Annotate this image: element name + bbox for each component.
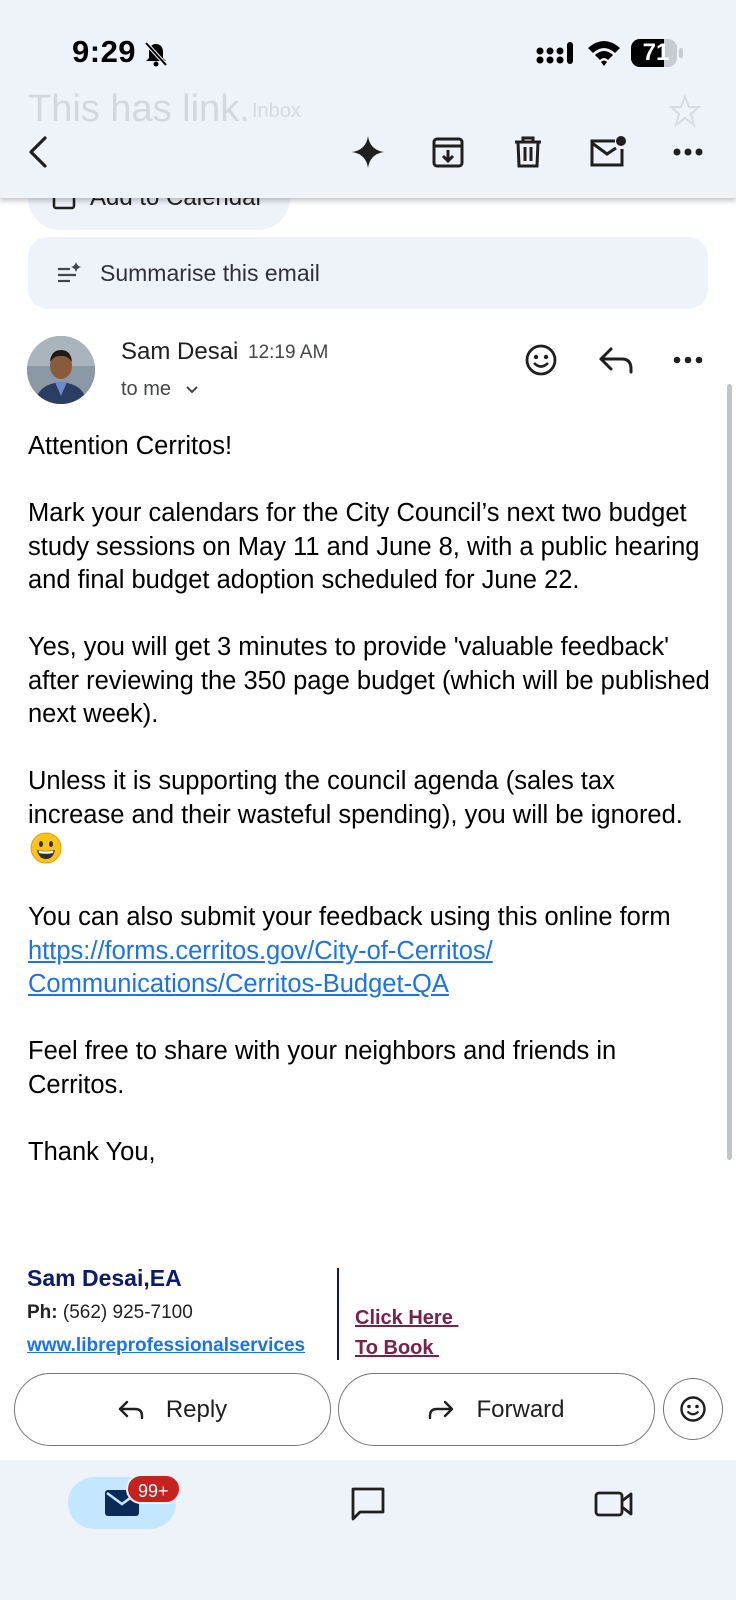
- smiley-icon: [679, 1395, 707, 1423]
- top-app-bar: [0, 0, 736, 198]
- body-paragraph: [28, 901, 713, 1002]
- avatar-photo-icon: [27, 336, 95, 404]
- reply-icon-button[interactable]: [592, 336, 640, 384]
- sent-time: 12:19 AM: [248, 342, 329, 363]
- more-options-button[interactable]: [664, 128, 712, 176]
- delete-button[interactable]: [504, 128, 552, 176]
- closing: Thank You,: [28, 1137, 156, 1166]
- add-reaction-button[interactable]: [517, 336, 565, 384]
- sparkle-icon: [351, 135, 385, 169]
- delete-icon: [512, 135, 544, 169]
- gemini-button[interactable]: [344, 128, 392, 176]
- reply-label: Reply: [165, 1395, 228, 1423]
- reply-icon: [598, 345, 634, 375]
- inbox-label: Inbox: [252, 100, 301, 122]
- phone-label: Ph:: [27, 1302, 58, 1323]
- wifi-icon: [586, 38, 622, 68]
- reply-button[interactable]: [14, 1373, 331, 1446]
- mark-unread-icon: [589, 135, 627, 169]
- book-appointment-link[interactable]: [355, 1303, 458, 1363]
- email-body: [28, 430, 713, 1203]
- smiley-icon: [524, 343, 558, 377]
- forward-button[interactable]: [338, 1373, 655, 1446]
- summarise-icon: [56, 261, 82, 285]
- forward-label: Forward: [476, 1395, 565, 1423]
- signature-phone: [27, 1302, 193, 1324]
- status-time: 9:29: [72, 34, 137, 69]
- bell-off-icon: [142, 40, 170, 68]
- more-icon: [673, 148, 703, 156]
- forward-icon: [428, 1399, 454, 1421]
- chat-icon: [350, 1486, 386, 1522]
- feedback-form-link[interactable]: [28, 937, 493, 999]
- signature-name: Sam Desai,EA: [27, 1265, 182, 1291]
- recipient-details-toggle[interactable]: [121, 378, 199, 401]
- archive-button[interactable]: [424, 128, 472, 176]
- link-text-line-1: https://forms.cerritos.gov/City-of-Cerritos/: [28, 936, 493, 965]
- react-button[interactable]: [663, 1378, 723, 1440]
- body-paragraph-text: Unless it is supporting the council agenda (sales tax increase and their wasteful spending), you will be ignored.: [28, 767, 683, 829]
- reply-icon: [118, 1399, 144, 1421]
- book-link-line-1: Click Here: [355, 1307, 459, 1329]
- archive-icon: [431, 135, 465, 169]
- link-text-line-2: Communications/Cerritos-Budget-QA: [28, 970, 449, 998]
- sender-name: Sam Desai: [121, 338, 239, 365]
- nav-meet[interactable]: [590, 1480, 638, 1528]
- summarise-label: Summarise this email: [100, 259, 320, 286]
- phone-number: (562) 925-7100: [57, 1302, 193, 1323]
- back-button[interactable]: [14, 128, 62, 176]
- grinning-face-icon: [30, 832, 62, 864]
- body-paragraph: [28, 765, 713, 868]
- star-icon[interactable]: [668, 94, 702, 128]
- message-more-button[interactable]: [664, 336, 712, 384]
- signature-website-link[interactable]: www.libreprofessionalservices: [27, 1335, 306, 1356]
- scrollbar[interactable]: [727, 384, 732, 1160]
- battery-level: 71: [642, 39, 670, 66]
- nav-chat[interactable]: [344, 1480, 392, 1528]
- mark-unread-button[interactable]: [584, 128, 632, 176]
- body-paragraph-text: You can also submit your feedback using this online form: [28, 903, 671, 931]
- recipient-label: to me: [121, 378, 172, 400]
- cellular-signal-icon: [536, 40, 576, 66]
- body-paragraph: Yes, you will get 3 minutes to provide 'valuable feedback' after reviewing the 350 page budget (which will be published next week).: [28, 633, 710, 728]
- greeting: Attention Cerritos!: [28, 432, 233, 460]
- unread-badge: 99+: [126, 1474, 181, 1504]
- more-icon: [673, 356, 703, 364]
- signature-divider: [337, 1268, 339, 1360]
- video-camera-icon: [594, 1489, 634, 1519]
- back-arrow-icon: [23, 134, 53, 170]
- sender-avatar[interactable]: [27, 336, 95, 404]
- summarise-email-chip[interactable]: [28, 237, 708, 309]
- body-paragraph: Feel free to share with your neighbors and friends in Cerritos.: [28, 1037, 617, 1099]
- body-paragraph: Mark your calendars for the City Council’s next two budget study sessions on May 11 and June 8, with a public hearing and final budget adoption scheduled for June 22.: [28, 499, 700, 594]
- book-link-line-2: To Book: [355, 1337, 440, 1359]
- chevron-down-icon: [185, 385, 199, 395]
- email-subject: This has link.: [28, 88, 250, 130]
